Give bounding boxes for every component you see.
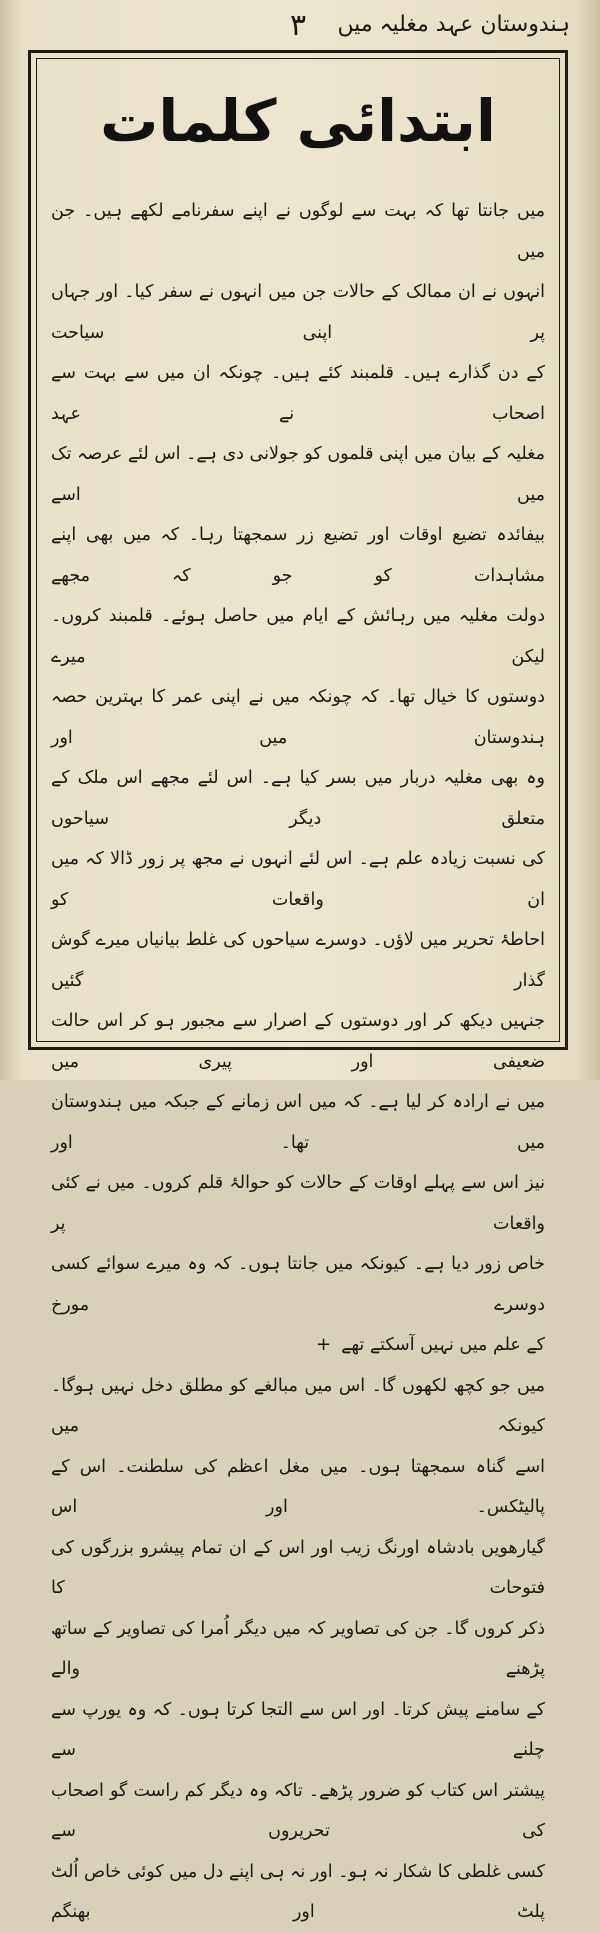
text-line: کسی غلطی کا شکار نہ ہو۔ اور نہ ہی اپنے دل میں کوئی خاص اُلٹ پلٹ اور بھنگم <box>51 1861 545 1922</box>
text-line: کے دن گذارے ہیں۔ قلمبند کئے ہیں۔ چونکہ ان میں سے بہت سے اصحاب نے عہد <box>51 363 545 424</box>
text-line: بیفائدہ تضیع اوقات اور تضیع زر سمجھتا رہا۔ کہ میں بھی اپنے مشاہدات کو جو کہ مجھے <box>51 525 545 586</box>
text-line: ذکر کروں گا۔ جن کی تصاویر کہ میں دیگر اُمرا کی تصاویر کے ساتھ پڑھنے والے <box>51 1618 545 1679</box>
text-line: جنہیں دیکھ کر اور دوستوں کے اصرار سے مجبور ہو کر اس حالت ضعیفی اور پیری میں <box>51 1011 545 1072</box>
text-line: میں جو کچھ لکھوں گا۔ اس میں مبالغے کو مطلق دخل نہیں ہوگا۔ کیونکہ میں <box>51 1375 545 1436</box>
text-line: پیشتر اس کتاب کو ضرور پڑھے۔ تاکہ وہ دیگر کم راست گو اصحاب کی تحریروں سے <box>51 1780 545 1841</box>
text-line: وہ بھی مغلیہ دربار میں بسر کیا ہے۔ اس لئے مجھے اس ملک کے متعلق دیگر سیاحوں <box>51 768 545 829</box>
end-mark: + <box>316 1334 332 1355</box>
text-line: کی نسبت زیادہ علم ہے۔ اس لئے انہوں نے مجھ پر زور ڈالا کہ میں ان واقعات کو <box>51 849 545 910</box>
text-line: نیز اس سے پہلے اوقات کے حالات کو حوالۂ قلم کروں۔ میں نے کئی واقعات پر <box>51 1173 545 1234</box>
text-line: دولت مغلیہ میں رہائش کے ایام میں حاصل ہوئے۔ قلمبند کروں۔ لیکن میرے <box>51 606 545 667</box>
text-line: دوستوں کا خیال تھا۔ کہ چونکہ میں نے اپنی عمر کا بہترین حصہ ہندوستان میں اور <box>51 687 545 748</box>
inner-border <box>36 58 560 1922</box>
text-line: انہوں نے ان ممالک کے حالات جن میں انہوں نے سفر کیا۔ اور جہاں پر اپنی سیاحت <box>51 282 545 343</box>
text-line: گیارھویں بادشاہ اورنگ زیب اور اس کے ان تمام پیشرو بزرگوں کی فتوحات کا <box>51 1537 545 1598</box>
running-header <box>30 8 570 44</box>
text-line-last <box>51 1325 545 1366</box>
paragraph-2 <box>51 1366 545 1933</box>
page-number: ۳ <box>290 8 307 43</box>
text-line: میں نے ارادہ کر لیا ہے۔ کہ میں اس زمانے کے جبکہ میں ہندوستان میں تھا۔ اور <box>51 1092 545 1153</box>
page-border <box>28 50 568 1922</box>
chapter-title: ابتدائی کلمات <box>100 87 496 155</box>
text-line: خاص زور دیا ہے۔ کیونکہ میں جانتا ہوں۔ کہ وہ میرے سوائے کسی دوسرے مورخ <box>51 1254 545 1315</box>
text-line: کے سامنے پیش کرتا۔ اور اس سے التجا کرتا ہوں۔ کہ وہ یورپ سے چلنے سے <box>51 1699 545 1760</box>
paragraph-1 <box>51 191 545 1366</box>
text-line: میں جانتا تھا کہ بہت سے لوگوں نے اپنے سفرنامے لکھے ہیں۔ جن میں <box>51 201 545 262</box>
running-title: ہندوستان عہد مغلیہ میں <box>337 12 570 37</box>
body-text <box>51 191 545 1933</box>
text-line: اسے گناہ سمجھتا ہوں۔ میں مغل اعظم کی سلطنت۔ اس کے پالیٹکس۔ اور اس <box>51 1456 545 1517</box>
text-line: کے علم میں نہیں آسکتے تھے <box>341 1335 545 1355</box>
text-line: مغلیہ کے بیان میں اپنی قلموں کو جولانی دی ہے۔ اس لئے عرصہ تک میں اسے <box>51 444 545 505</box>
text-line: احاطۂ تحریر میں لاؤں۔ دوسرے سیاحوں کی غلط بیانیاں میرے گوش گذار گئیں <box>51 930 545 991</box>
